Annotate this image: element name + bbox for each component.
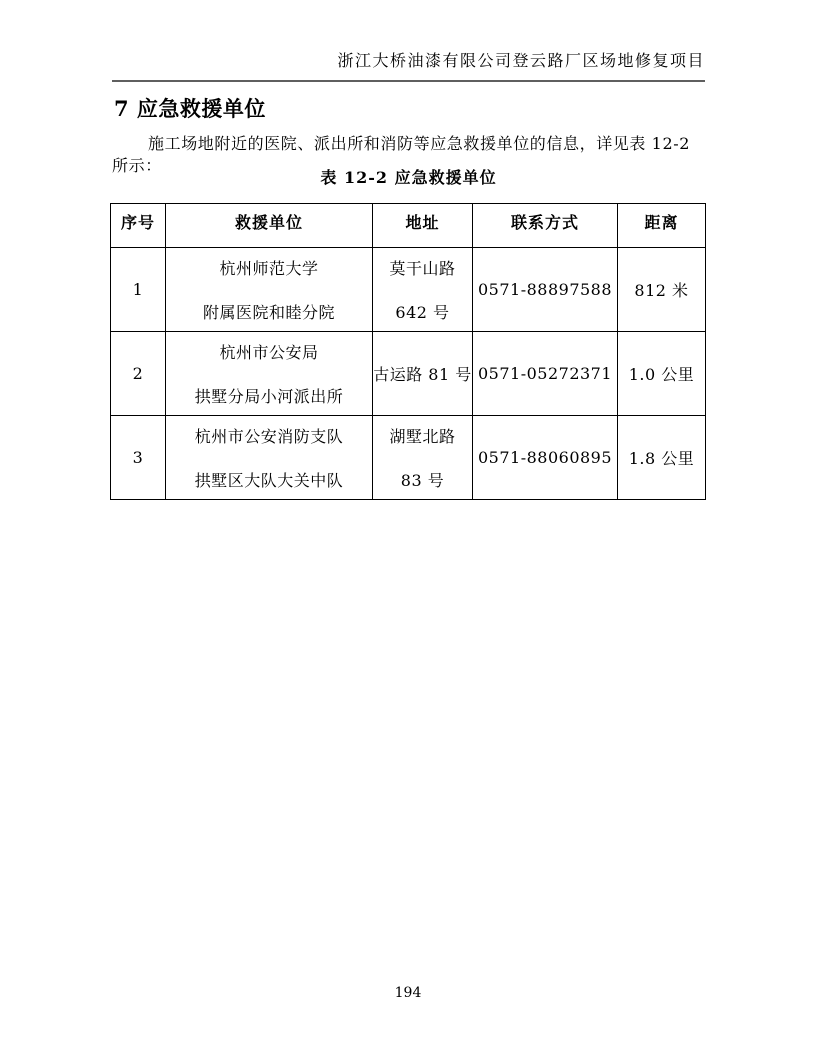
address-lines	[373, 424, 472, 491]
address-line: 莫干山路	[389, 259, 456, 278]
intro-paragraph: 施工场地附近的医院、派出所和消防等应急救援单位的信息，详见表 12-2 所示：	[112, 134, 691, 175]
cell-serial: 2	[111, 332, 166, 416]
cell-phone: 0571-88897588	[473, 248, 618, 332]
unit-name-line: 拱墅区大队大关中队	[194, 471, 344, 490]
unit-name-lines	[166, 256, 372, 323]
cell-address	[373, 248, 473, 332]
cell-address	[373, 332, 473, 416]
cell-distance: 812 米	[618, 248, 706, 332]
section-heading: 7 应急救援单位	[114, 96, 266, 121]
address-line: 83 号	[400, 471, 445, 490]
table-row	[111, 332, 706, 416]
address-line: 湖墅北路	[389, 427, 456, 446]
cell-serial: 1	[111, 248, 166, 332]
rescue-units-table	[110, 203, 706, 500]
address-lines	[373, 362, 472, 385]
cell-unit	[166, 416, 373, 500]
table-caption: 表 12-2 应急救援单位	[320, 168, 497, 187]
col-header-contact: 联系方式	[473, 204, 618, 248]
table-row	[111, 416, 706, 500]
col-header-serial: 序号	[111, 204, 166, 248]
unit-name-line: 杭州市公安消防支队	[194, 427, 344, 446]
unit-name-line: 附属医院和睦分院	[202, 303, 335, 322]
header-divider-line	[112, 80, 705, 82]
page-number: 194	[394, 985, 422, 1001]
table-row	[111, 248, 706, 332]
col-header-address: 地址	[373, 204, 473, 248]
unit-name-lines	[166, 340, 372, 407]
address-line: 古运路 81 号	[373, 365, 472, 384]
address-line: 642 号	[395, 303, 450, 322]
cell-distance: 1.8 公里	[618, 416, 706, 500]
page-header-text: 浙江大桥油漆有限公司登云路厂区场地修复项目	[337, 51, 705, 70]
unit-name-lines	[166, 424, 372, 491]
cell-address	[373, 416, 473, 500]
cell-phone: 0571-88060895	[473, 416, 618, 500]
unit-name-line: 杭州师范大学	[219, 259, 319, 278]
unit-name-line: 拱墅分局小河派出所	[194, 387, 344, 406]
table-header-row	[111, 204, 706, 248]
cell-phone: 0571-05272371	[473, 332, 618, 416]
unit-name-line: 杭州市公安局	[219, 343, 319, 362]
col-header-distance: 距离	[618, 204, 706, 248]
address-lines	[373, 256, 472, 323]
cell-distance: 1.0 公里	[618, 332, 706, 416]
col-header-unit: 救援单位	[166, 204, 373, 248]
cell-unit	[166, 248, 373, 332]
cell-serial: 3	[111, 416, 166, 500]
cell-unit	[166, 332, 373, 416]
